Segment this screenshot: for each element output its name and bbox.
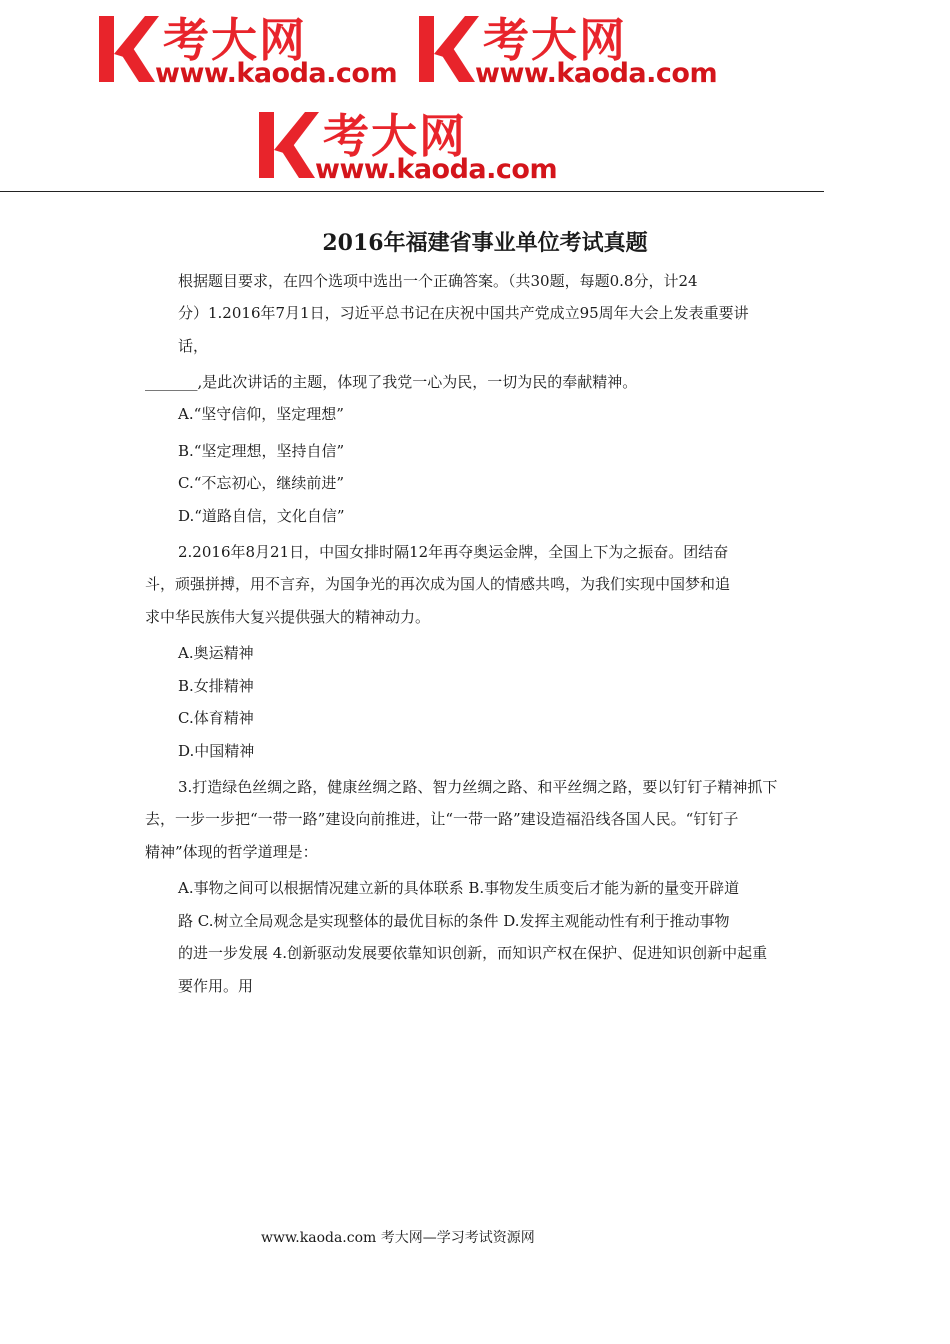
page-footer: www.kaoda.com 考大网—学习考试资源网 <box>261 1230 535 1246</box>
header-divider <box>0 191 824 192</box>
kaoda-logo <box>257 104 577 189</box>
text-line: 根据题目要求，在四个选项中选出一个正确答案。（共30题，每题0.8分，计24 <box>178 272 698 290</box>
option-line: A.“坚守信仰，坚定理想” <box>178 405 344 423</box>
text-line: 斗，顽强拼搏，用不言弃，为国争光的再次成为国人的情感共鸣，为我们实现中国梦和追 <box>145 575 731 593</box>
kaoda-logo <box>417 8 737 93</box>
text-line: 去，一步一步把“一带一路”建设向前推进，让“一带一路”建设造福沿线各国人民。“钉钉子 <box>145 810 739 828</box>
logo-url-text: www.kaoda.com <box>315 154 558 185</box>
text-line: 3.打造绿色丝绸之路，健康丝绸之路、智力丝绸之路、和平丝绸之路，要以钉钉子精神抓下 <box>178 778 778 796</box>
option-line: C.“不忘初心，继续前进” <box>178 474 345 492</box>
page-title: 2016年福建省事业单位考试真题 <box>322 230 648 256</box>
option-line: B.“坚定理想，坚持自信” <box>178 442 345 460</box>
text-line: 要作用。用 <box>178 977 254 995</box>
logo-brand-text: 考大网 <box>483 13 627 67</box>
option-line: D.中国精神 <box>178 742 255 760</box>
option-line: D.“道路自信，文化自信” <box>178 507 345 525</box>
text-line: _______,是此次讲话的主题，体现了我党一心为民，一切为民的奉献精神。 <box>145 373 638 391</box>
k-logo-icon <box>417 14 479 84</box>
text-line: 分）1.2016年7月1日，习近平总书记在庆祝中国共产党成立95周年大会上发表重要讲 <box>178 304 749 322</box>
text-line: 2.2016年8月21日，中国女排时隔12年再夺奥运金牌，全国上下为之振奋。团结奋 <box>178 543 729 561</box>
k-logo-icon <box>97 14 159 84</box>
text-line: 求中华民族伟大复兴提供强大的精神动力。 <box>145 608 431 626</box>
kaoda-logo <box>97 8 417 93</box>
logo-brand-text: 考大网 <box>323 109 467 163</box>
text-line: 路 C.树立全局观念是实现整体的最优目标的条件 D.发挥主观能动性有利于推动事物 <box>178 912 730 930</box>
text-line: 精神”体现的哲学道理是： <box>145 843 318 861</box>
k-logo-icon <box>257 110 319 180</box>
logo-url-text: www.kaoda.com <box>475 58 718 89</box>
text-line: A.事物之间可以根据情况建立新的具体联系 B.事物发生质变后才能为新的量变开辟道 <box>178 879 740 897</box>
option-line: A.奥运精神 <box>178 644 254 662</box>
logo-brand-text: 考大网 <box>163 13 307 67</box>
logo-url-text: www.kaoda.com <box>155 58 398 89</box>
option-line: B.女排精神 <box>178 677 254 695</box>
option-line: C.体育精神 <box>178 709 254 727</box>
text-line: 的进一步发展 4.创新驱动发展要依靠知识创新，而知识产权在保护、促进知识创新中起重 <box>178 944 768 962</box>
text-line: 话， <box>178 337 209 355</box>
